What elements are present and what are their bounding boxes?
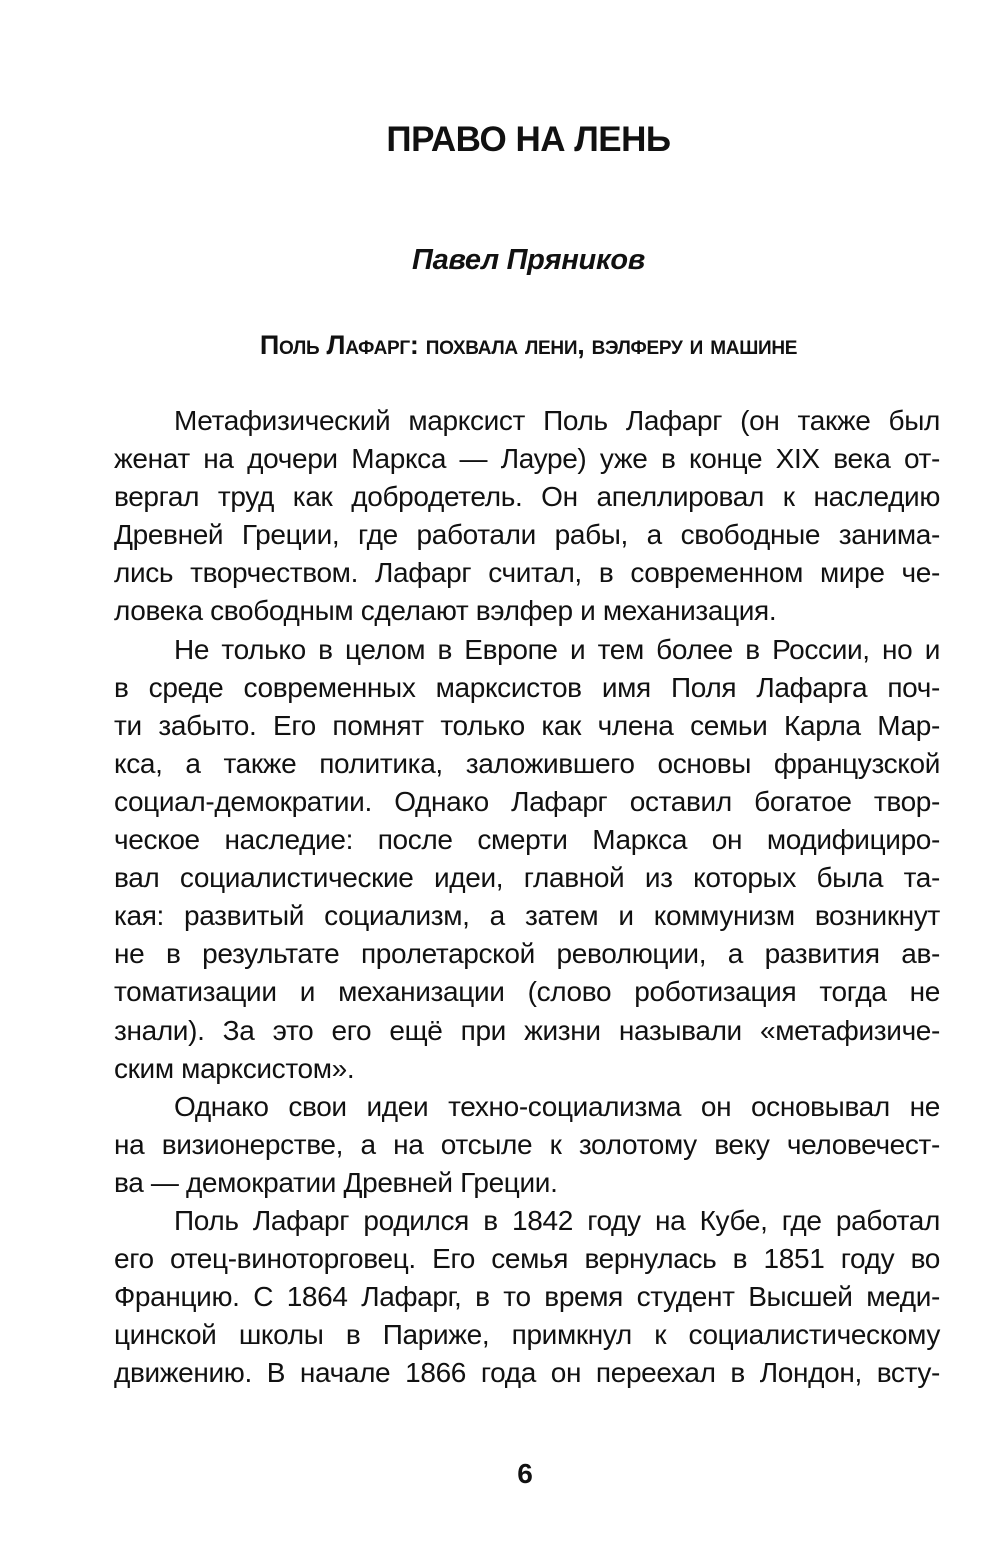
text-line: цинской школы в Париже, примкнул к социалистическому — [114, 1319, 940, 1351]
text-line: Не только в целом в Европе и тем более в России, но и — [174, 633, 940, 665]
text-line: ти забыто. Его помнят только как члена семьи Карла Мар- — [114, 709, 940, 741]
author-name: Павел Пряников — [412, 244, 645, 276]
text-line: не в результате пролетарской революции, а развития ав- — [114, 938, 940, 970]
text-line: в среде современных марксистов имя Поля Лафарга поч- — [114, 671, 940, 703]
chapter-title: ПРАВО НА ЛЕНЬ — [386, 120, 671, 159]
body-text — [114, 402, 940, 1392]
text-line: вергал труд как добродетель. Он апеллировал к наследию — [114, 481, 940, 513]
text-line: его отец-виноторговец. Его семья вернулась в 1851 году во — [114, 1243, 940, 1275]
text-line: Поль Лафарг родился в 1842 году на Кубе, где работал — [174, 1204, 940, 1236]
text-line: лись творчеством. Лафарг считал, в современном мире че- — [114, 557, 940, 589]
text-line: ским марксистом». — [114, 1052, 355, 1084]
text-line: на визионерстве, а на отсыле к золотому веку человечест- — [114, 1128, 940, 1160]
text-line: ва — демократии Древней Греции. — [114, 1166, 558, 1198]
text-line: ловека свободным сделают вэлфер и механизация. — [114, 595, 777, 627]
text-line: томатизации и механизации (слово роботизация тогда не — [114, 976, 940, 1008]
section-heading: Поль Лафарг: похвала лени, вэлферу и машине — [259, 330, 798, 360]
text-line: движению. В начале 1866 года он переехал в Лондон, всту- — [114, 1357, 940, 1389]
text-line: вал социалистические идеи, главной из которых была та- — [114, 862, 940, 894]
text-line: ческое наследие: после смерти Маркса он модифициро- — [114, 824, 940, 856]
text-line: Однако свои идеи техно-социализма он основывал не — [174, 1090, 940, 1122]
text-line: Древней Греции, где работали рабы, а свободные занима- — [114, 519, 940, 551]
text-line: Францию. С 1864 Лафарг, в то время студент Высшей меди- — [114, 1281, 940, 1313]
text-line: кса, а также политика, заложившего основы французской — [114, 747, 940, 779]
text-line: женат на дочери Маркса — Лауре) уже в конце XIX века от- — [114, 443, 940, 475]
text-line: Метафизический марксист Поль Лафарг (он также был — [174, 405, 940, 436]
page-number: 6 — [517, 1458, 533, 1489]
text-line: знали). За это его ещё при жизни называли «метафизиче- — [114, 1014, 940, 1046]
text-line: кая: развитый социализм, а затем и коммунизм возникнут — [114, 900, 940, 932]
text-line: социал-демократии. Однако Лафарг оставил богатое твор- — [114, 785, 940, 817]
